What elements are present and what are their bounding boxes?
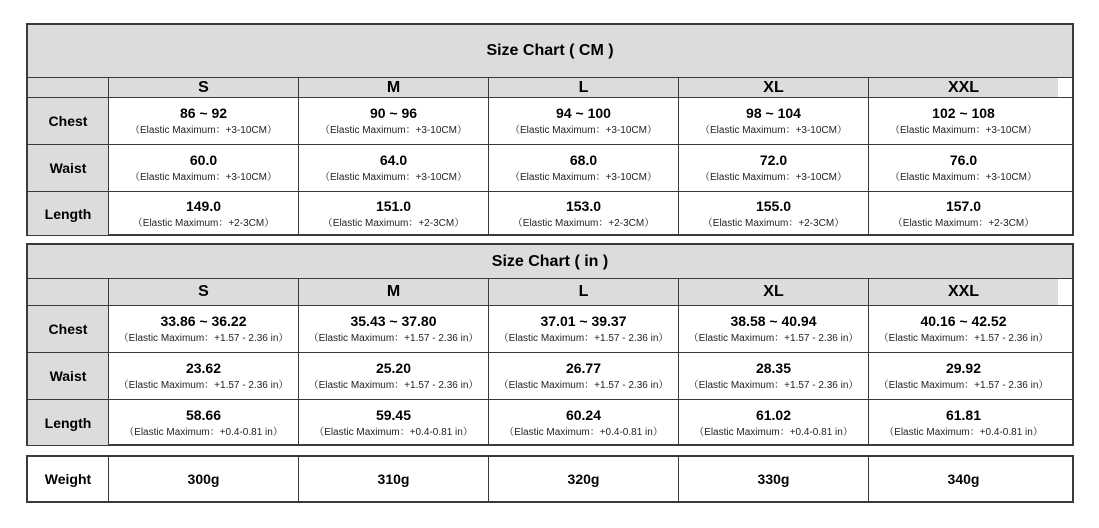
elastic-note: （Elastic Maximum：+1.57 - 2.36 in） [878,333,1049,344]
weight-value-s: 300g [108,457,298,501]
measure-cell [488,306,678,352]
row-label: Waist [28,145,108,191]
weight-value-xxl: 340g [868,457,1058,501]
elastic-note: （Elastic Maximum：+3-10CM） [700,125,847,136]
measurement-row-chest [28,98,1072,145]
measure-cell [678,353,868,399]
weight-value-xl: 330g [678,457,868,501]
elastic-note: （Elastic Maximum：+2-3CM） [512,217,655,229]
elastic-note: （Elastic Maximum：+1.57 - 2.36 in） [118,333,289,344]
size-header-m: M [298,279,488,305]
elastic-note: （Elastic Maximum：+1.57 - 2.36 in） [498,380,669,391]
size-header-l: L [488,279,678,305]
measure-cell [868,306,1058,352]
measure-cell [108,145,298,191]
measure-value: 38.58 ~ 40.94 [730,313,817,329]
measure-value: 68.0 [569,152,598,168]
measure-value: 59.45 [375,406,412,423]
elastic-note: （Elastic Maximum：+2-3CM） [892,217,1035,229]
elastic-note: （Elastic Maximum：+3-10CM） [320,125,467,136]
chart-title: Size Chart ( CM ) [486,42,614,59]
row-label: Chest [28,306,108,352]
elastic-note: （Elastic Maximum：+0.4-0.81 in） [694,426,853,438]
measure-value: 153.0 [565,197,602,214]
measure-cell [298,98,488,144]
measure-value: 29.92 [945,360,982,376]
measure-value: 61.81 [945,406,982,423]
measure-cell [298,306,488,352]
measure-cell [678,98,868,144]
corner-cell [28,78,108,97]
measure-value: 98 ~ 104 [746,105,801,121]
measure-cell [868,353,1058,399]
measure-value: 60.0 [189,152,218,168]
measure-value: 33.86 ~ 36.22 [160,313,247,329]
measure-cell [678,306,868,352]
size-header-xxl: XXL [868,78,1058,97]
corner-cell [28,279,108,305]
measure-cell [298,192,488,235]
measure-value: 58.66 [185,406,222,423]
elastic-note: （Elastic Maximum：+3-10CM） [700,172,847,183]
measure-value: 102 ~ 108 [932,105,995,121]
size-header-xl: XL [678,279,868,305]
elastic-note: （Elastic Maximum：+2-3CM） [132,217,275,229]
measure-cell [298,400,488,445]
measure-cell [488,400,678,445]
elastic-note: （Elastic Maximum：+3-10CM） [320,172,467,183]
elastic-note: （Elastic Maximum：+2-3CM） [322,217,465,229]
size-header-xxl: XXL [868,279,1058,305]
measure-value: 149.0 [185,197,222,214]
elastic-note: （Elastic Maximum：+1.57 - 2.36 in） [688,380,859,391]
measure-cell [868,98,1058,144]
elastic-note: （Elastic Maximum：+3-10CM） [130,125,277,136]
elastic-note: （Elastic Maximum：+0.4-0.81 in） [884,426,1043,438]
measure-cell [678,400,868,445]
elastic-note: （Elastic Maximum：+1.57 - 2.36 in） [118,380,289,391]
measure-value: 23.62 [185,360,222,376]
measure-value: 26.77 [565,360,602,376]
measure-value: 72.0 [759,152,788,168]
elastic-note: （Elastic Maximum：+3-10CM） [890,172,1037,183]
size-header-m: M [298,78,488,97]
size-chart-cm [26,23,1074,236]
measure-cell [108,306,298,352]
measure-cell [298,353,488,399]
measure-cell [868,400,1058,445]
measure-cell [298,145,488,191]
size-header-xl: XL [678,78,868,97]
elastic-note: （Elastic Maximum：+1.57 - 2.36 in） [308,333,479,344]
size-chart-cm-title [28,25,1072,78]
measure-value: 35.43 ~ 37.80 [350,313,437,329]
size-header-s: S [108,279,298,305]
measurement-row-waist [28,145,1072,192]
measure-cell [488,98,678,144]
measure-cell [488,145,678,191]
elastic-note: （Elastic Maximum：+0.4-0.81 in） [314,426,473,438]
weight-label: Weight [44,471,92,487]
size-chart-in-title [28,245,1072,279]
measure-value: 90 ~ 96 [369,105,418,121]
measure-cell [678,145,868,191]
measure-cell [868,192,1058,235]
measure-value: 86 ~ 92 [179,105,228,121]
row-label: Waist [28,353,108,399]
size-chart-in [26,243,1074,446]
measure-value: 37.01 ~ 39.37 [540,313,627,329]
row-label: Length [28,192,108,235]
measure-value: 60.24 [565,406,602,423]
elastic-note: （Elastic Maximum：+2-3CM） [702,217,845,229]
measurement-row-waist [28,353,1072,400]
elastic-note: （Elastic Maximum：+1.57 - 2.36 in） [308,380,479,391]
measure-cell [488,353,678,399]
size-header-l: L [488,78,678,97]
row-label: Chest [28,98,108,144]
elastic-note: （Elastic Maximum：+3-10CM） [510,125,657,136]
measure-cell [108,400,298,445]
elastic-note: （Elastic Maximum：+0.4-0.81 in） [124,426,283,438]
measurement-row-length [28,192,1072,235]
row-label: Length [28,400,108,445]
elastic-note: （Elastic Maximum：+1.57 - 2.36 in） [878,380,1049,391]
weight-row [28,457,1072,501]
measure-cell [108,192,298,235]
size-header-row [28,279,1072,306]
chart-title: Size Chart ( in ) [491,252,609,270]
measure-value: 64.0 [379,152,408,168]
weight-table [26,455,1074,503]
measurement-row-length [28,400,1072,445]
measurement-row-chest [28,306,1072,353]
measure-value: 76.0 [949,152,978,168]
measure-value: 25.20 [375,360,412,376]
elastic-note: （Elastic Maximum：+0.4-0.81 in） [504,426,663,438]
measure-value: 94 ~ 100 [556,105,611,121]
weight-value-m: 310g [298,457,488,501]
elastic-note: （Elastic Maximum：+3-10CM） [130,172,277,183]
measure-cell [868,145,1058,191]
size-header-s: S [108,78,298,97]
size-header-row [28,78,1072,98]
measure-cell [678,192,868,235]
measure-value: 28.35 [755,360,792,376]
elastic-note: （Elastic Maximum：+3-10CM） [890,125,1037,136]
elastic-note: （Elastic Maximum：+3-10CM） [510,172,657,183]
measure-value: 157.0 [945,197,982,214]
measure-value: 61.02 [755,406,792,423]
measure-cell [488,192,678,235]
elastic-note: （Elastic Maximum：+1.57 - 2.36 in） [498,333,669,344]
weight-value-l: 320g [488,457,678,501]
measure-value: 155.0 [755,197,792,214]
measure-cell [108,353,298,399]
elastic-note: （Elastic Maximum：+1.57 - 2.36 in） [688,333,859,344]
measure-cell [108,98,298,144]
measure-value: 40.16 ~ 42.52 [920,313,1007,329]
measure-value: 151.0 [375,197,412,214]
